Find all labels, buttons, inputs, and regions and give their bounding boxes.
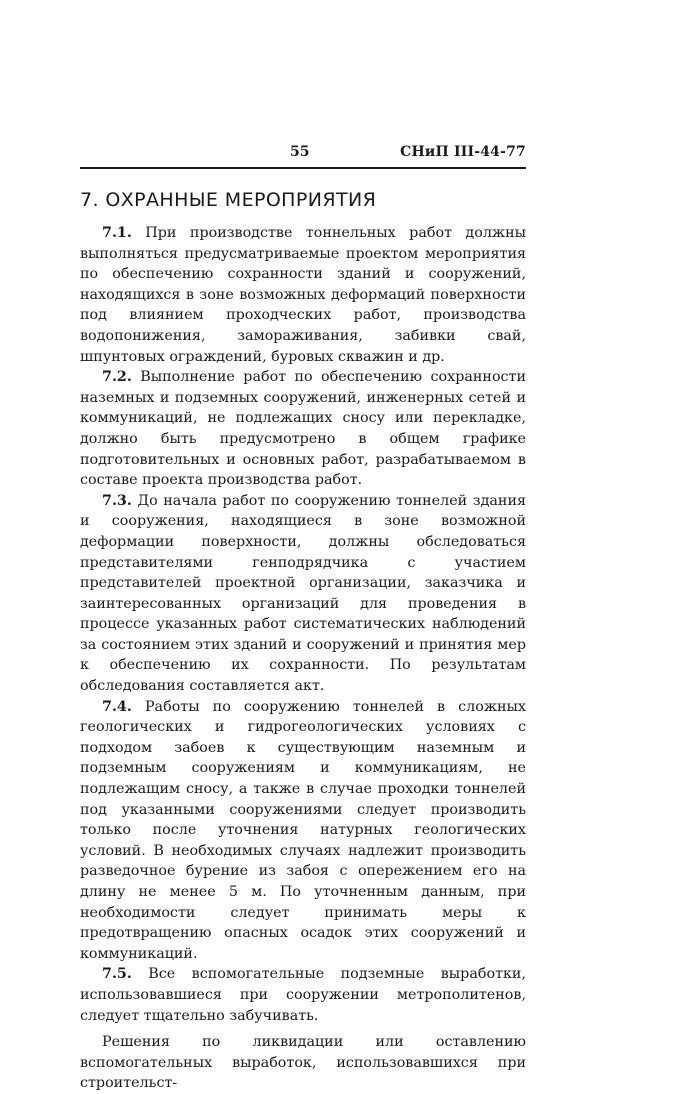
paragraph-text: Решения по ликвидации или оставлению вспомогательных выработок, использовавшихся при строительст- — [80, 1034, 526, 1092]
paragraph-text: Все вспомогательные подземные выработки, использовавшиеся при сооружении метрополитенов, следует тщательно забучивать. — [80, 966, 526, 1024]
paragraph-number: 7.2. — [102, 369, 132, 386]
paragraph-number: 7.4. — [102, 698, 132, 715]
paragraph-continued — [80, 1032, 526, 1094]
section-title: 7. ОХРАННЫЕ МЕРОПРИЯТИЯ — [80, 189, 377, 211]
paragraph-text: До начала работ по сооружению тоннелей здания и сооружения, находящиеся в зоне возможной деформации поверхности, должны обследоваться представителями генподрядчика с участием представителей проектной организации, заказчика и заинтересованных организаций для проведения в процессе указанных работ систематических наблюдений за состоянием этих зданий и сооружений и принятия мер к обеспечению их сохранности. По результатам обследования составляется акт. — [80, 492, 526, 695]
paragraph-text: При производстве тоннельных работ должны выполняться предусматриваемые проектом мероприятия по обеспечению сохранности зданий и сооружений, находящихся в зоне возможных деформаций поверхности под влиянием проходческих работ, производства водопонижения, замораживания, забивки свай, шпунтовых ограждений, буровых скважин и др. — [80, 225, 526, 365]
paragraph-text: Работы по сооружению тоннелей в сложных геологических и гидрогеологических условиях с подходом забоев к существующим наземным и подземным сооружениям и коммуникациям, не подлежащим сносу, а также в случае проходки тоннелей под указанными сооружениями следует производить только после уточнения натурных геологических условий. В необходимых случаях надлежит производить разведочное бурение из забоя с опережением его на длину не менее 5 м. По уточненным данным, при необходимости следует принимать меры к предотвращению опасных осадок этих сооружений и коммуникаций. — [80, 698, 526, 962]
paragraph-number: 7.1. — [102, 225, 132, 241]
paragraph-number: 7.3. — [102, 492, 132, 509]
page-number: 55 — [290, 144, 310, 160]
paragraph-number: 7.5. — [102, 966, 132, 983]
paragraph-7-1 — [80, 223, 526, 367]
document-page — [80, 140, 526, 1094]
paragraph-7-2 — [80, 367, 526, 491]
document-code: СНиП III-44-77 — [400, 144, 526, 160]
paragraph-7-4 — [80, 697, 526, 965]
paragraph-7-5 — [80, 964, 526, 1026]
paragraph-text: Выполнение работ по обеспечению сохранности наземных и подземных сооружений, инженерных сетей и коммуникаций, не подлежащих сносу или перекладке, должно быть предусмотрено в общем графике подготовительных и основных работ, разрабатываемом в составе проекта производства работ. — [80, 369, 526, 489]
header-rule — [80, 167, 526, 169]
page-header — [80, 140, 526, 166]
paragraph-7-3 — [80, 491, 526, 697]
